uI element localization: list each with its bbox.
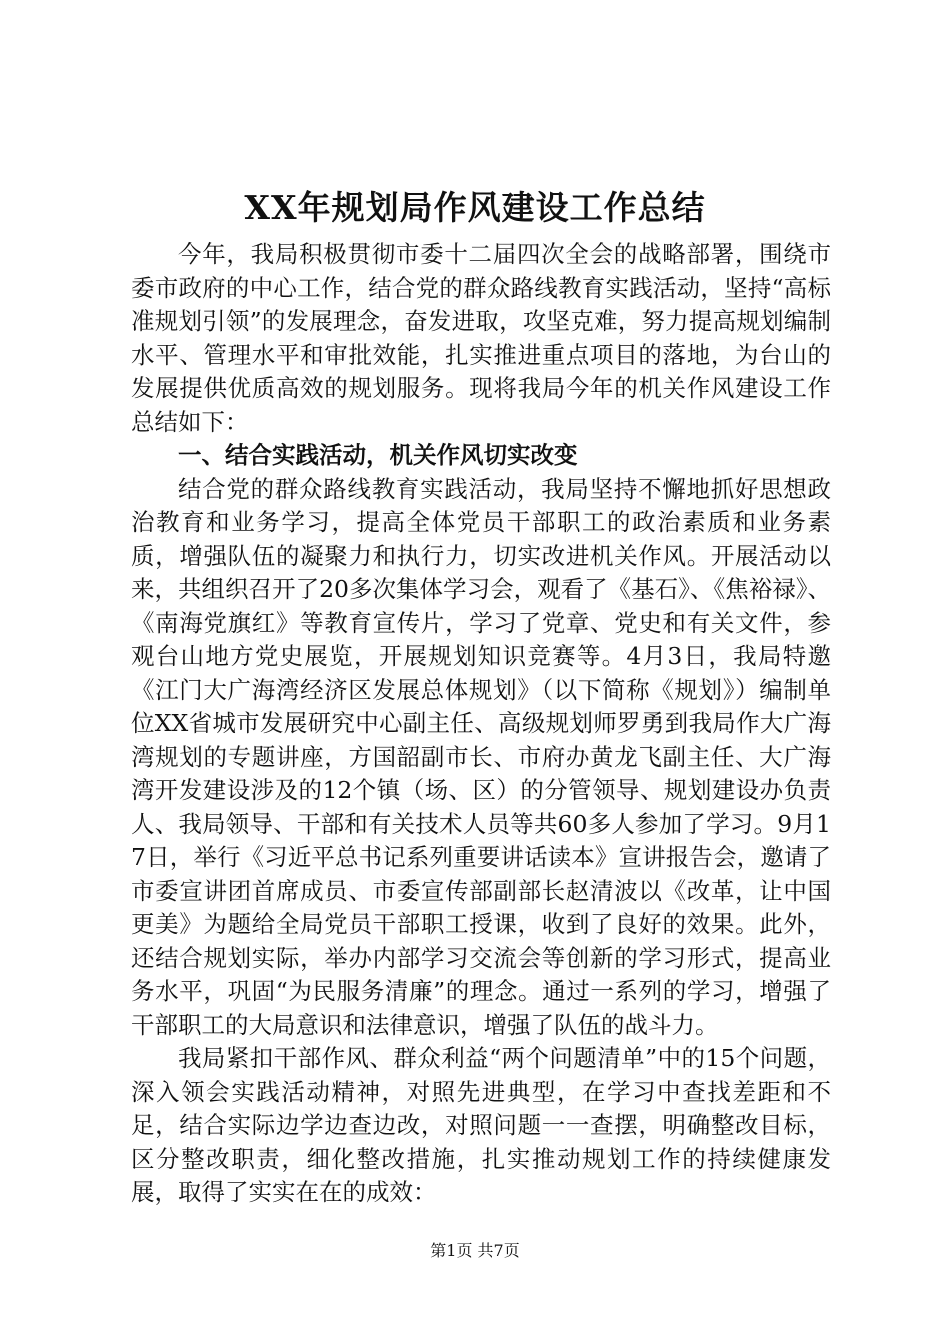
section-heading-1: 一、结合实践活动，机关作风切实改变 <box>178 441 578 469</box>
intro-paragraph: 今年，我局积极贯彻市委十二届四次全会的战略部署，围绕市委市政府的中心工作，结合党的群众路线教育实践活动，坚持“高标准规划引领”的发展理念，奋发进取，攻坚克难，努力提高规划编制水平、管理水平和审批效能，扎实推进重点项目的落地，为台山的发展提供优质高效的规划服务。现将我局今年的机关作风建设工作总结如下： <box>131 240 831 436</box>
section-1-paragraph-2: 我局紧扣干部作风、群众利益“两个问题清单”中的15个问题，深入领会实践活动精神，对照先进典型，在学习中查找差距和不足，结合实际边学边查边改，对照问题一一查摆，明确整改目标，区分整改职责，细化整改措施，扎实推动规划工作的持续健康发展，取得了实实在在的成效： <box>131 1044 831 1206</box>
page-footer: 第1页 共7页 <box>430 1241 520 1260</box>
document-body <box>131 238 831 1210</box>
section-1-paragraph-1: 结合党的群众路线教育实践活动，我局坚持不懈地抓好思想政治教育和业务学习，提高全体党员干部职工的政治素质和业务素质，增强队伍的凝聚力和执行力，切实改进机关作风。开展活动以来，共组织召开了20多次集体学习会，观看了《基石》、《焦裕禄》、《南海党旗红》等教育宣传片，学习了党章、党史和有关文件，参观台山地方党史展览，开展规划知识竞赛等。4月3日，我局特邀《江门大广海湾经济区发展总体规划》（以下简称《规划》）编制单位XX省城市发展研究中心副主任、高级规划师罗勇到我局作大广海湾规划的专题讲座，方国韶副市长、市府办黄龙飞副主任、大广海湾开发建设涉及的12个镇（场、区）的分管领导、规划建设办负责人、我局领导、干部和有关技术人员等共60多人参加了学习。9月17日，举行《习近平总书记系列重要讲话读本》宣讲报告会，邀请了市委宣讲团首席成员、市委宣传部副部长赵清波以《改革，让中国更美》为题给全局党员干部职工授课，收到了良好的效果。此外，还结合规划实际，举办内部学习交流会等创新的学习形式，提高业务水平，巩固“为民服务清廉”的理念。通过一系列的学习，增强了干部职工的大局意识和法律意识，增强了队伍的战斗力。 <box>131 474 831 1039</box>
document-title: XX年规划局作风建设工作总结 <box>244 188 706 227</box>
